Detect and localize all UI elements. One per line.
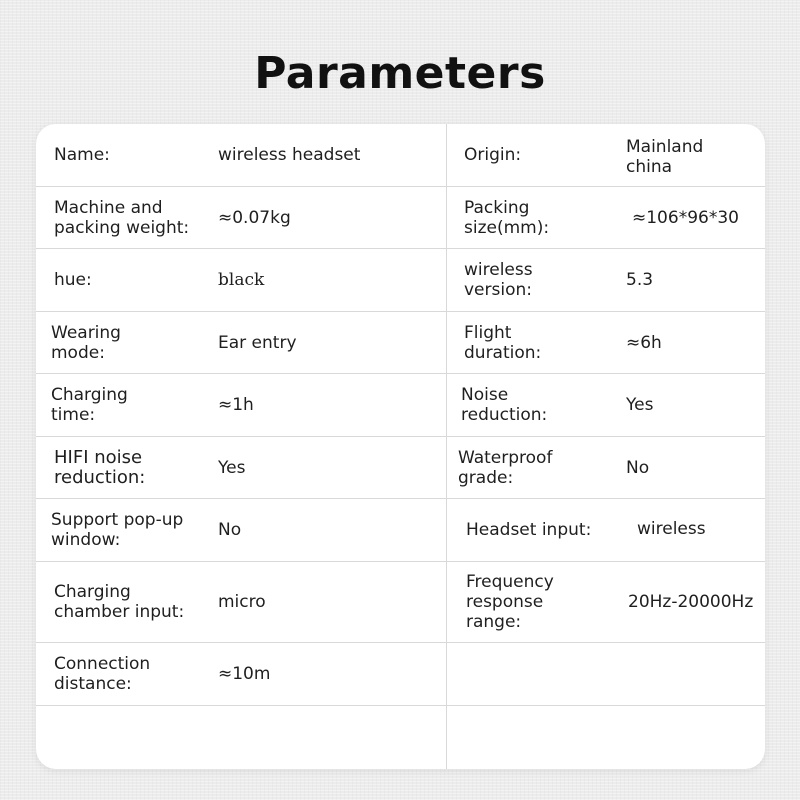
param-value: No xyxy=(626,457,650,478)
param-value: 5.3 xyxy=(626,270,654,290)
param-value: ≈106*96*30 xyxy=(632,207,739,228)
table-row xyxy=(36,562,765,643)
param-label: Waterproof grade: xyxy=(458,447,553,488)
param-label: Wearing mode: xyxy=(51,322,121,363)
param-value: Yes xyxy=(626,395,654,415)
param-value: ≈1h xyxy=(218,395,254,415)
param-value: ≈10m xyxy=(218,664,271,684)
param-value: Yes xyxy=(218,457,246,478)
param-label: Headset input: xyxy=(466,520,592,540)
table-row xyxy=(36,312,765,374)
param-value: Ear entry xyxy=(218,332,297,353)
param-label: Packing size(mm): xyxy=(464,197,550,238)
page-title: Parameters xyxy=(254,48,546,99)
param-value: ≈6h xyxy=(626,332,662,353)
param-value: 20Hz-20000Hz xyxy=(628,592,754,612)
param-value: ≈0.07kg xyxy=(218,207,291,228)
param-label: Support pop-up window: xyxy=(51,510,184,550)
param-label: Noise reduction: xyxy=(461,385,548,425)
param-value: wireless headset xyxy=(218,145,361,165)
param-label xyxy=(464,643,614,705)
table-row xyxy=(36,374,765,437)
table-row xyxy=(36,249,765,312)
param-label: Frequency response range: xyxy=(466,572,554,632)
param-value: No xyxy=(218,520,242,540)
param-value: wireless xyxy=(637,519,706,539)
param-label: Machine and packing weight: xyxy=(54,197,190,238)
param-label: wireless version: xyxy=(464,260,533,300)
param-label: Charging time: xyxy=(51,385,128,425)
param-value xyxy=(626,643,761,705)
table-row xyxy=(36,187,765,249)
param-label: hue: xyxy=(54,270,92,290)
parameters-table xyxy=(36,124,765,769)
param-label: Charging chamber input: xyxy=(54,582,185,622)
param-value: micro xyxy=(218,592,266,612)
table-row xyxy=(36,643,765,706)
param-label: Connection distance: xyxy=(54,654,151,694)
table-row xyxy=(36,437,765,499)
table-row xyxy=(36,124,765,187)
param-label: Origin: xyxy=(464,145,522,165)
param-label: Flight duration: xyxy=(464,322,542,363)
param-label: Name: xyxy=(54,145,110,165)
param-value: Mainland china xyxy=(626,137,704,177)
param-label: HIFI noise reduction: xyxy=(54,446,146,488)
param-value: black xyxy=(218,270,265,290)
table-row xyxy=(36,499,765,562)
